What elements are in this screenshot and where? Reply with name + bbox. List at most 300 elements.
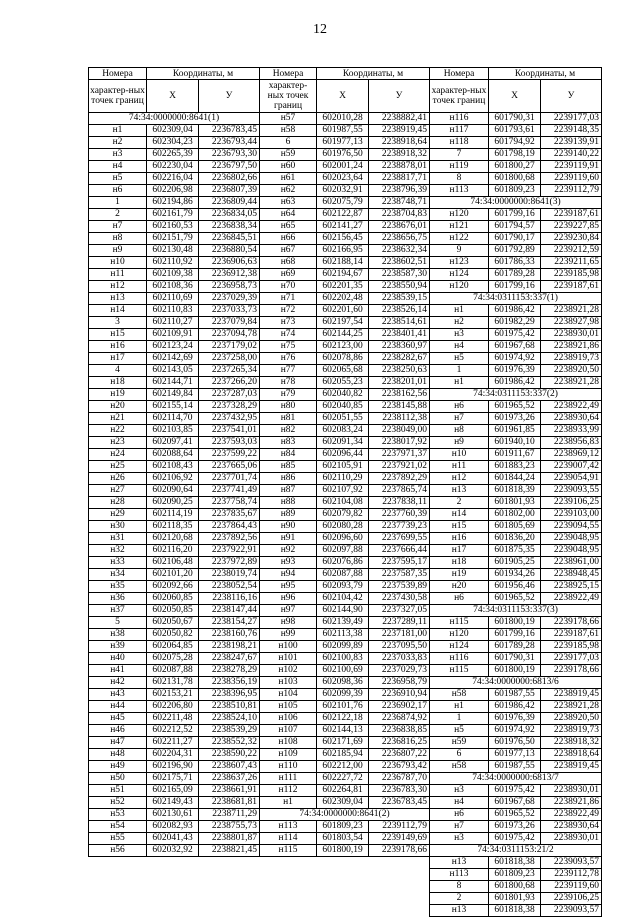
point-number: н52 — [89, 797, 147, 809]
x-coordinate: 602304,23 — [147, 137, 199, 149]
y-coordinate: 2237665,06 — [199, 461, 260, 473]
point-number: н67 — [260, 245, 317, 257]
x-coordinate: 602082,93 — [147, 821, 199, 833]
y-coordinate: 2237094,78 — [199, 329, 260, 341]
y-coordinate: 2236880,54 — [199, 245, 260, 257]
table-row — [260, 821, 430, 833]
table-row — [430, 905, 602, 917]
y-coordinate: 2238919,45 — [369, 125, 430, 137]
y-coordinate: 2238250,63 — [369, 365, 430, 377]
y-coordinate: 2239211,65 — [541, 257, 602, 269]
table-row — [260, 185, 430, 197]
point-number: н33 — [89, 557, 147, 569]
point-number: н7 — [430, 413, 489, 425]
table-row — [89, 593, 260, 605]
point-number: н57 — [260, 113, 317, 125]
y-coordinate: 2238921,28 — [541, 701, 602, 713]
y-coordinate: 2237327,05 — [369, 605, 430, 617]
x-coordinate: 602130,48 — [147, 245, 199, 257]
y-coordinate: 2239007,42 — [541, 461, 602, 473]
y-coordinate: 2238927,98 — [541, 317, 602, 329]
point-number: н29 — [89, 509, 147, 521]
y-coordinate: 2238162,56 — [369, 389, 430, 401]
y-coordinate: 2238704,83 — [369, 209, 430, 221]
x-coordinate: 602050,82 — [147, 629, 199, 641]
point-number: н19 — [89, 389, 147, 401]
x-coordinate: 602091,34 — [317, 437, 369, 449]
point-number: н14 — [430, 509, 489, 521]
y-coordinate: 2238514,61 — [369, 317, 430, 329]
y-coordinate: 2237029,73 — [369, 665, 430, 677]
point-number: н18 — [89, 377, 147, 389]
x-coordinate: 601818,38 — [489, 857, 541, 869]
point-number: н82 — [260, 425, 317, 437]
y-coordinate: 2238711,29 — [199, 809, 260, 821]
parcel-header-row — [430, 197, 602, 209]
x-coordinate: 602106,92 — [147, 473, 199, 485]
table-row — [260, 485, 430, 497]
table-row — [89, 557, 260, 569]
y-coordinate: 2238882,41 — [369, 113, 430, 125]
table-row — [430, 689, 602, 701]
y-coordinate: 2237758,74 — [199, 497, 260, 509]
table-row — [89, 665, 260, 677]
table-row — [260, 833, 430, 845]
point-number: н113 — [430, 869, 489, 881]
table-row — [430, 161, 602, 173]
x-coordinate: 601800,19 — [489, 665, 541, 677]
y-coordinate: 2239106,25 — [541, 893, 602, 905]
table-row — [260, 545, 430, 557]
point-number: н108 — [260, 737, 317, 749]
y-coordinate: 2236845,51 — [199, 233, 260, 245]
x-coordinate: 602194,67 — [317, 269, 369, 281]
numbers-subheader: характер-ных точек границ — [260, 80, 317, 113]
point-number: н69 — [260, 269, 317, 281]
parcel-header-row — [430, 293, 602, 305]
table-row — [430, 317, 602, 329]
table-row — [430, 497, 602, 509]
x-coordinate: 602100,69 — [317, 665, 369, 677]
point-number: н98 — [260, 617, 317, 629]
x-coordinate: 601818,38 — [489, 905, 541, 917]
table-row — [430, 425, 602, 437]
point-number: н104 — [260, 689, 317, 701]
table-row — [260, 797, 430, 809]
x-coordinate: 601965,52 — [489, 809, 541, 821]
table-row — [430, 665, 602, 677]
point-number: н8 — [89, 233, 147, 245]
y-coordinate: 2238930,64 — [541, 413, 602, 425]
y-coordinate: 2238661,91 — [199, 785, 260, 797]
x-coordinate: 602227,72 — [317, 773, 369, 785]
point-number: н115 — [430, 665, 489, 677]
x-coordinate: 601803,54 — [317, 833, 369, 845]
point-number: н91 — [260, 533, 317, 545]
point-number: н28 — [89, 497, 147, 509]
point-number: н109 — [260, 749, 317, 761]
point-number: н50 — [89, 773, 147, 785]
table-row — [430, 785, 602, 797]
x-coordinate: 602087,88 — [147, 665, 199, 677]
table-row — [430, 353, 602, 365]
x-coordinate: 602064,85 — [147, 641, 199, 653]
point-number: н36 — [89, 593, 147, 605]
x-coordinate: 602216,04 — [147, 173, 199, 185]
point-number: н88 — [260, 497, 317, 509]
table-row — [89, 581, 260, 593]
table-row — [260, 761, 430, 773]
y-coordinate: 2238930,64 — [541, 821, 602, 833]
x-coordinate: 601977,13 — [489, 749, 541, 761]
y-coordinate: 2238821,45 — [199, 845, 260, 857]
x-coordinate: 602211,27 — [147, 737, 199, 749]
point-number: н89 — [260, 509, 317, 521]
table-row — [89, 773, 260, 785]
x-coordinate: 601799,16 — [489, 629, 541, 641]
x-coordinate: 602204,31 — [147, 749, 199, 761]
table-row — [89, 413, 260, 425]
point-number: н87 — [260, 485, 317, 497]
y-coordinate: 2238918,64 — [369, 137, 430, 149]
point-number: н23 — [89, 437, 147, 449]
x-coordinate: 601976,50 — [317, 149, 369, 161]
y-header: У — [369, 80, 430, 113]
x-coordinate: 601976,50 — [489, 737, 541, 749]
y-coordinate: 2239119,91 — [541, 161, 602, 173]
point-number: н39 — [89, 641, 147, 653]
y-coordinate: 2236816,25 — [369, 737, 430, 749]
y-coordinate: 2239227,85 — [541, 221, 602, 233]
x-coordinate: 602131,78 — [147, 677, 199, 689]
x-coordinate: 602196,90 — [147, 761, 199, 773]
point-number: 2 — [430, 497, 489, 509]
table-row — [260, 605, 430, 617]
table-row — [260, 269, 430, 281]
x-coordinate: 602141,27 — [317, 221, 369, 233]
y-coordinate: 2238019,74 — [199, 569, 260, 581]
table-row — [430, 737, 602, 749]
y-coordinate: 2237972,89 — [199, 557, 260, 569]
x-coordinate: 601799,16 — [489, 209, 541, 221]
table-row — [89, 425, 260, 437]
table-row — [430, 569, 602, 581]
parcel-header-row — [260, 809, 430, 821]
table-row — [260, 437, 430, 449]
point-number: н6 — [430, 809, 489, 821]
point-number: н106 — [260, 713, 317, 725]
y-coordinate: 2238656,75 — [369, 233, 430, 245]
y-coordinate: 2238116,16 — [199, 593, 260, 605]
x-coordinate: 601818,39 — [489, 485, 541, 497]
x-coordinate: 601800,19 — [489, 617, 541, 629]
x-coordinate: 601940,10 — [489, 437, 541, 449]
table-row — [260, 413, 430, 425]
point-number: н3 — [430, 329, 489, 341]
x-coordinate: 602120,68 — [147, 533, 199, 545]
table-row — [89, 749, 260, 761]
point-number: н120 — [430, 209, 489, 221]
point-number: н75 — [260, 341, 317, 353]
y-coordinate: 2238550,94 — [369, 281, 430, 293]
point-number: н11 — [430, 461, 489, 473]
parcel-header-row — [430, 845, 602, 857]
x-coordinate: 602050,67 — [147, 617, 199, 629]
y-coordinate: 2238755,73 — [199, 821, 260, 833]
point-number: н59 — [260, 149, 317, 161]
table-row — [260, 641, 430, 653]
y-coordinate: 2238801,87 — [199, 833, 260, 845]
table-row — [260, 581, 430, 593]
parcel-id: 74:34:0311153:337(1) — [430, 293, 602, 305]
y-coordinate: 2237181,00 — [369, 629, 430, 641]
y-coordinate: 2238921,86 — [541, 797, 602, 809]
y-coordinate: 2238539,29 — [199, 725, 260, 737]
y-coordinate: 2238918,32 — [541, 737, 602, 749]
table-row — [430, 137, 602, 149]
table-row — [89, 161, 260, 173]
table-row — [430, 641, 602, 653]
table-row — [89, 293, 260, 305]
table-row — [430, 809, 602, 821]
point-number: н56 — [89, 845, 147, 857]
y-coordinate: 2236838,85 — [369, 725, 430, 737]
point-number: н58 — [430, 689, 489, 701]
point-number: н83 — [260, 437, 317, 449]
table-row — [260, 401, 430, 413]
x-coordinate: 601956,46 — [489, 581, 541, 593]
x-coordinate: 601801,93 — [489, 893, 541, 905]
table-row — [430, 233, 602, 245]
table-row — [260, 197, 430, 209]
y-coordinate: 2239119,60 — [541, 173, 602, 185]
x-coordinate: 602075,28 — [147, 653, 199, 665]
table-row — [89, 449, 260, 461]
point-number: н26 — [89, 473, 147, 485]
point-number: н94 — [260, 569, 317, 581]
x-coordinate: 602149,84 — [147, 389, 199, 401]
y-coordinate: 2238817,71 — [369, 173, 430, 185]
x-coordinate: 602041,43 — [147, 833, 199, 845]
x-coordinate: 602103,85 — [147, 425, 199, 437]
x-coordinate: 601790,17 — [489, 233, 541, 245]
x-coordinate: 601976,39 — [489, 365, 541, 377]
y-coordinate: 2239112,78 — [541, 869, 602, 881]
x-coordinate: 601975,42 — [489, 329, 541, 341]
x-coordinate: 601987,55 — [317, 125, 369, 137]
point-number: н115 — [260, 845, 317, 857]
table-row — [260, 377, 430, 389]
point-number: н95 — [260, 581, 317, 593]
x-coordinate: 602040,82 — [317, 389, 369, 401]
y-coordinate: 2239048,95 — [541, 545, 602, 557]
table-row — [89, 173, 260, 185]
table-row — [430, 761, 602, 773]
table-row — [89, 197, 260, 209]
table-row — [260, 293, 430, 305]
point-number: н34 — [89, 569, 147, 581]
y-coordinate: 2236874,92 — [369, 713, 430, 725]
y-coordinate: 2239148,35 — [541, 125, 602, 137]
table-row — [430, 629, 602, 641]
y-coordinate: 2238922,49 — [541, 401, 602, 413]
table-row — [430, 593, 602, 605]
table-row — [89, 365, 260, 377]
y-coordinate: 2236793,44 — [199, 137, 260, 149]
y-coordinate: 2238360,97 — [369, 341, 430, 353]
table-row — [260, 689, 430, 701]
table-row — [430, 377, 602, 389]
y-coordinate: 2238160,76 — [199, 629, 260, 641]
y-coordinate: 2238278,29 — [199, 665, 260, 677]
table-row — [430, 413, 602, 425]
x-coordinate: 602101,76 — [317, 701, 369, 713]
y-coordinate: 2238681,81 — [199, 797, 260, 809]
y-coordinate: 2237864,43 — [199, 521, 260, 533]
y-coordinate: 2238919,73 — [541, 353, 602, 365]
y-coordinate: 2237666,44 — [369, 545, 430, 557]
x-coordinate: 602212,52 — [147, 725, 199, 737]
point-number: н92 — [260, 545, 317, 557]
table-row — [430, 893, 602, 905]
point-number: 4 — [89, 365, 147, 377]
table-row — [430, 881, 602, 893]
x-coordinate: 601792,89 — [489, 245, 541, 257]
x-coordinate: 602144,25 — [317, 329, 369, 341]
x-coordinate: 602109,91 — [147, 329, 199, 341]
y-coordinate: 2238602,51 — [369, 257, 430, 269]
numbers-subheader: характер-ных точек границ — [89, 80, 147, 113]
point-number: н90 — [260, 521, 317, 533]
point-number: н55 — [89, 833, 147, 845]
parcel-id: 74:34:0000000:8641(2) — [260, 809, 430, 821]
table-row — [89, 233, 260, 245]
point-number: н37 — [89, 605, 147, 617]
y-coordinate: 2238961,00 — [541, 557, 602, 569]
point-number: 1 — [430, 713, 489, 725]
point-number: н13 — [430, 485, 489, 497]
point-number: н6 — [430, 593, 489, 605]
y-coordinate: 2237739,23 — [369, 521, 430, 533]
point-number: н22 — [89, 425, 147, 437]
table-row — [260, 209, 430, 221]
y-coordinate: 2238748,71 — [369, 197, 430, 209]
y-coordinate: 2238017,92 — [369, 437, 430, 449]
point-number: н53 — [89, 809, 147, 821]
table-row — [89, 797, 260, 809]
point-number: н3 — [430, 833, 489, 845]
table-row — [430, 185, 602, 197]
y-coordinate: 2236809,44 — [199, 197, 260, 209]
x-coordinate: 601809,23 — [489, 869, 541, 881]
point-number: н71 — [260, 293, 317, 305]
table-row — [89, 269, 260, 281]
table-row — [89, 845, 260, 857]
table-row — [89, 569, 260, 581]
x-coordinate: 602142,69 — [147, 353, 199, 365]
table-row — [89, 317, 260, 329]
table-row — [89, 437, 260, 449]
y-coordinate: 2237921,02 — [369, 461, 430, 473]
y-coordinate: 2238921,86 — [541, 341, 602, 353]
x-coordinate: 601809,23 — [317, 821, 369, 833]
x-coordinate: 602093,79 — [317, 581, 369, 593]
x-coordinate: 602185,94 — [317, 749, 369, 761]
point-number: н46 — [89, 725, 147, 737]
table-row — [89, 473, 260, 485]
table-row — [89, 149, 260, 161]
point-number: н60 — [260, 161, 317, 173]
x-coordinate: 601975,42 — [489, 833, 541, 845]
table-row — [260, 257, 430, 269]
x-coordinate: 602060,85 — [147, 593, 199, 605]
point-number: н86 — [260, 473, 317, 485]
y-coordinate: 2239094,55 — [541, 521, 602, 533]
x-coordinate: 602309,04 — [317, 797, 369, 809]
y-coordinate: 2238918,64 — [541, 749, 602, 761]
point-number: н43 — [89, 689, 147, 701]
x-coordinate: 602078,86 — [317, 353, 369, 365]
table-row — [89, 725, 260, 737]
table-row — [260, 509, 430, 521]
y-coordinate: 2236902,17 — [369, 701, 430, 713]
x-coordinate: 601799,16 — [489, 281, 541, 293]
y-coordinate: 2239112,79 — [369, 821, 430, 833]
y-coordinate: 2238918,32 — [369, 149, 430, 161]
x-coordinate: 601987,55 — [489, 761, 541, 773]
point-number: н1 — [430, 377, 489, 389]
table-row — [260, 281, 430, 293]
point-number: н77 — [260, 365, 317, 377]
table-row — [430, 557, 602, 569]
point-number: н58 — [430, 761, 489, 773]
point-number: н31 — [89, 533, 147, 545]
y-coordinate: 2237835,67 — [199, 509, 260, 521]
x-coordinate: 602171,69 — [317, 737, 369, 749]
x-coordinate: 602083,24 — [317, 425, 369, 437]
point-number: н40 — [89, 653, 147, 665]
point-number: н105 — [260, 701, 317, 713]
table-row — [430, 749, 602, 761]
point-number: н3 — [430, 785, 489, 797]
point-number: н32 — [89, 545, 147, 557]
y-header: У — [541, 80, 602, 113]
y-coordinate: 2236910,94 — [369, 689, 430, 701]
x-coordinate: 601793,61 — [489, 125, 541, 137]
table-row — [430, 221, 602, 233]
x-coordinate: 602265,39 — [147, 149, 199, 161]
x-coordinate: 602123,00 — [317, 341, 369, 353]
table-row — [260, 617, 430, 629]
point-number: 7 — [430, 149, 489, 161]
y-coordinate: 2238401,41 — [369, 329, 430, 341]
point-number: н116 — [430, 653, 489, 665]
x-header: X — [489, 80, 541, 113]
table-row — [430, 509, 602, 521]
table-row — [430, 725, 602, 737]
y-coordinate: 2238198,21 — [199, 641, 260, 653]
parcel-id: 74:34:0000000:8641(3) — [430, 197, 602, 209]
x-coordinate: 602155,14 — [147, 401, 199, 413]
y-coordinate: 2238112,38 — [369, 413, 430, 425]
y-coordinate: 2237328,29 — [199, 401, 260, 413]
point-number: н10 — [89, 257, 147, 269]
page-number: 12 — [313, 22, 327, 37]
point-number: н11 — [89, 269, 147, 281]
point-number: н13 — [430, 857, 489, 869]
point-number: н9 — [430, 437, 489, 449]
point-number: н2 — [430, 317, 489, 329]
